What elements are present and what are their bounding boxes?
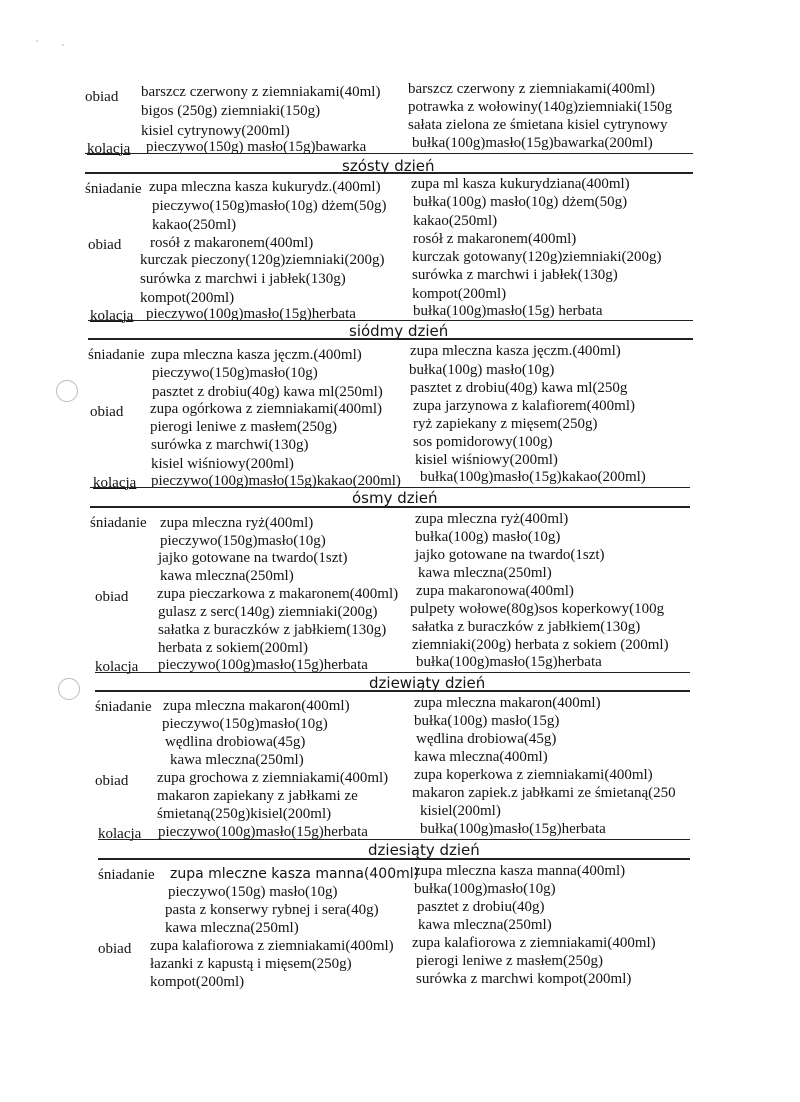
- meal-label-sniadanie: śniadanie: [88, 347, 145, 363]
- meal-label-obiad: obiad: [98, 941, 132, 957]
- menu-line-left: kakao(250ml): [152, 217, 237, 233]
- meal-label-sniadanie: śniadanie: [98, 867, 155, 883]
- meal-label-sniadanie: śniadanie: [90, 515, 147, 531]
- separator-line: [88, 338, 693, 340]
- menu-line-left: pieczywo(150g) masło(10g): [168, 884, 338, 900]
- menu-line-right: ryż zapiekany z mięsem(250g): [413, 416, 598, 432]
- menu-line-right: bułka(100g)masło(15g) herbata: [413, 303, 603, 319]
- menu-line-right: sałata zielona ze śmietana kisiel cytrynowy: [408, 117, 668, 133]
- menu-line-left: pieczywo(150g) masło(15g)bawarka: [146, 139, 367, 155]
- menu-line-right: kawa mleczna(250ml): [418, 565, 552, 581]
- menu-line-left: sałatka z buraczków z jabłkiem(130g): [158, 622, 387, 638]
- menu-line-right: pulpety wołowe(80g)sos koperkowy(100g: [410, 601, 665, 617]
- day-title: siódmy dzień: [349, 322, 449, 340]
- menu-line-right: potrawka z wołowiny(140g)ziemniaki(150g: [408, 99, 673, 115]
- menu-line-right: bułka(100g)masło(10g): [414, 881, 556, 897]
- menu-line-right: barszcz czerwony z ziemniakami(400ml): [408, 81, 655, 97]
- punch-hole: [56, 380, 78, 402]
- menu-line-left: zupa mleczne kasza manna(400ml): [170, 866, 420, 882]
- day-title: dziesiąty dzień: [368, 841, 480, 859]
- meal-label-sniadanie: śniadanie: [85, 181, 142, 197]
- menu-line-left: barszcz czerwony z ziemniakami(40ml): [141, 84, 381, 100]
- meal-label-kolacja: kolacja: [95, 659, 139, 675]
- menu-line-left: herbata z sokiem(200ml): [158, 640, 308, 656]
- menu-line-right: surówka z marchwi kompot(200ml): [416, 971, 632, 987]
- menu-line-right: bułka(100g)masło(15g)herbata: [416, 654, 602, 670]
- punch-hole: [58, 678, 80, 700]
- menu-line-left: pasta z konserwy rybnej i sera(40g): [165, 902, 379, 918]
- menu-line-left: makaron zapiekany z jabłkami ze: [157, 788, 358, 804]
- scan-speck: [62, 44, 64, 46]
- menu-line-right: pierogi leniwe z masłem(250g): [416, 953, 604, 969]
- menu-line-left: kisiel cytrynowy(200ml): [141, 123, 290, 139]
- menu-line-right: sałatka z buraczków z jabłkiem(130g): [412, 619, 641, 635]
- menu-line-right: bułka(100g)masło(15g)herbata: [420, 821, 606, 837]
- separator-line: [90, 487, 690, 488]
- menu-line-left: pieczywo(100g)masło(15g)kakao(200ml): [151, 473, 401, 489]
- menu-line-right: bułka(100g)masło(15g)kakao(200ml): [420, 469, 646, 485]
- meal-label-obiad: obiad: [88, 237, 122, 253]
- separator-line: [90, 506, 690, 508]
- menu-line-left: kurczak pieczony(120g)ziemniaki(200g): [140, 252, 385, 268]
- menu-line-left: zupa grochowa z ziemniakami(400ml): [157, 770, 389, 786]
- menu-line-left: pieczywo(100g)masło(15g)herbata: [158, 657, 368, 673]
- menu-line-right: kisiel(200ml): [420, 803, 501, 819]
- menu-line-left: zupa mleczna ryż(400ml): [160, 515, 314, 531]
- menu-line-right: jajko gotowane na twardo(1szt): [415, 547, 605, 563]
- menu-line-right: zupa mleczna kasza manna(400ml): [414, 863, 626, 879]
- menu-line-left: zupa ogórkowa z ziemniakami(400ml): [150, 401, 383, 417]
- menu-line-right: makaron zapiek.z jabłkami ze śmietaną(250: [412, 785, 676, 801]
- menu-line-right: bułka(100g) masło(10g) dżem(50g): [413, 194, 628, 210]
- menu-line-left: pieczywo(150g)masło(10g): [162, 716, 328, 732]
- menu-line-left: łazanki z kapustą i mięsem(250g): [150, 956, 352, 972]
- menu-line-right: bułka(100g) masło(15g): [414, 713, 560, 729]
- menu-line-left: zupa kalafiorowa z ziemniakami(400ml): [150, 938, 394, 954]
- scan-speck: [36, 40, 38, 42]
- menu-line-right: kawa mleczna(250ml): [418, 917, 552, 933]
- menu-line-right: surówka z marchwi i jabłek(130g): [412, 267, 618, 283]
- menu-line-left: zupa mleczna makaron(400ml): [163, 698, 350, 714]
- menu-line-left: wędlina drobiowa(45g): [165, 734, 306, 750]
- menu-line-right: kawa mleczna(400ml): [414, 749, 548, 765]
- menu-line-right: zupa mleczna makaron(400ml): [414, 695, 601, 711]
- menu-line-right: bułka(100g)masło(15g)bawarka(200ml): [412, 135, 653, 151]
- meal-label-kolacja: kolacja: [98, 826, 142, 842]
- meal-label-kolacja: kolacja: [87, 141, 131, 157]
- menu-line-left: kawa mleczna(250ml): [170, 752, 304, 768]
- menu-line-left: pasztet z drobiu(40g) kawa ml(250ml): [152, 384, 383, 400]
- meal-label-obiad: obiad: [95, 773, 129, 789]
- separator-line: [95, 672, 690, 673]
- menu-line-right: kisiel wiśniowy(200ml): [415, 452, 558, 468]
- menu-line-right: rosół z makaronem(400ml): [413, 231, 577, 247]
- meal-label-kolacja: kolacja: [93, 475, 137, 491]
- menu-line-right: sos pomidorowy(100g): [413, 434, 553, 450]
- menu-line-left: kawa mleczna(250ml): [165, 920, 299, 936]
- menu-line-right: ziemniaki(200g) herbata z sokiem (200ml): [412, 637, 669, 653]
- menu-line-right: zupa mleczna ryż(400ml): [415, 511, 569, 527]
- menu-line-right: wędlina drobiowa(45g): [416, 731, 557, 747]
- menu-line-left: pieczywo(150g)masło(10g) dżem(50g): [152, 198, 387, 214]
- menu-line-right: kakao(250ml): [413, 213, 498, 229]
- meal-label-sniadanie: śniadanie: [95, 699, 152, 715]
- menu-line-left: pieczywo(150g)masło(10g): [152, 365, 318, 381]
- menu-line-left: rosół z makaronem(400ml): [150, 235, 314, 251]
- separator-line: [98, 839, 690, 840]
- menu-line-left: pieczywo(100g)masło(15g)herbata: [146, 306, 356, 322]
- menu-line-left: kawa mleczna(250ml): [160, 568, 294, 584]
- menu-line-left: kompot(200ml): [140, 290, 235, 306]
- menu-line-right: zupa ml kasza kukurydziana(400ml): [411, 176, 630, 192]
- menu-line-right: zupa koperkowa z ziemniakami(400ml): [414, 767, 653, 783]
- menu-line-left: pieczywo(100g)masło(15g)herbata: [158, 824, 368, 840]
- day-title: szósty dzień: [342, 157, 435, 175]
- menu-line-right: kurczak gotowany(120g)ziemniaki(200g): [412, 249, 662, 265]
- meal-label-obiad: obiad: [85, 89, 119, 105]
- menu-line-left: surówka z marchwi(130g): [151, 437, 309, 453]
- menu-line-left: śmietaną(250g)kisiel(200ml): [157, 806, 332, 822]
- separator-line: [98, 858, 690, 860]
- day-title: ósmy dzień: [352, 489, 438, 507]
- menu-line-right: zupa kalafiorowa z ziemniakami(400ml): [412, 935, 656, 951]
- menu-line-right: zupa jarzynowa z kalafiorem(400ml): [413, 398, 635, 414]
- menu-line-left: kisiel wiśniowy(200ml): [151, 456, 294, 472]
- menu-line-right: kompot(200ml): [412, 286, 507, 302]
- separator-line: [85, 153, 693, 154]
- separator-line: [88, 320, 693, 321]
- menu-line-left: zupa pieczarkowa z makaronem(400ml): [157, 586, 399, 602]
- day-title: dziewiąty dzień: [369, 674, 486, 692]
- menu-line-right: pasztet z drobiu(40g) kawa ml(250g: [410, 380, 628, 396]
- menu-line-right: zupa mleczna kasza jęczm.(400ml): [410, 343, 621, 359]
- meal-label-obiad: obiad: [90, 404, 124, 420]
- meal-label-obiad: obiad: [95, 589, 129, 605]
- menu-line-right: zupa makaronowa(400ml): [416, 583, 574, 599]
- menu-line-left: kompot(200ml): [150, 974, 245, 990]
- menu-line-left: pierogi leniwe z masłem(250g): [150, 419, 338, 435]
- menu-line-right: pasztet z drobiu(40g): [417, 899, 545, 915]
- menu-line-left: zupa mleczna kasza jęczm.(400ml): [151, 347, 362, 363]
- menu-line-left: gulasz z serc(140g) ziemniaki(200g): [158, 604, 378, 620]
- meal-label-kolacja: kolacja: [90, 308, 134, 324]
- menu-line-left: pieczywo(150g)masło(10g): [160, 533, 326, 549]
- menu-line-left: bigos (250g) ziemniaki(150g): [141, 103, 321, 119]
- menu-line-left: jajko gotowane na twardo(1szt): [158, 550, 348, 566]
- menu-line-left: surówka z marchwi i jabłek(130g): [140, 271, 346, 287]
- separator-line: [85, 172, 693, 174]
- separator-line: [95, 690, 690, 692]
- menu-line-right: bułka(100g) masło(10g): [415, 529, 561, 545]
- menu-line-right: bułka(100g) masło(10g): [409, 362, 555, 378]
- menu-line-left: zupa mleczna kasza kukurydz.(400ml): [149, 179, 381, 195]
